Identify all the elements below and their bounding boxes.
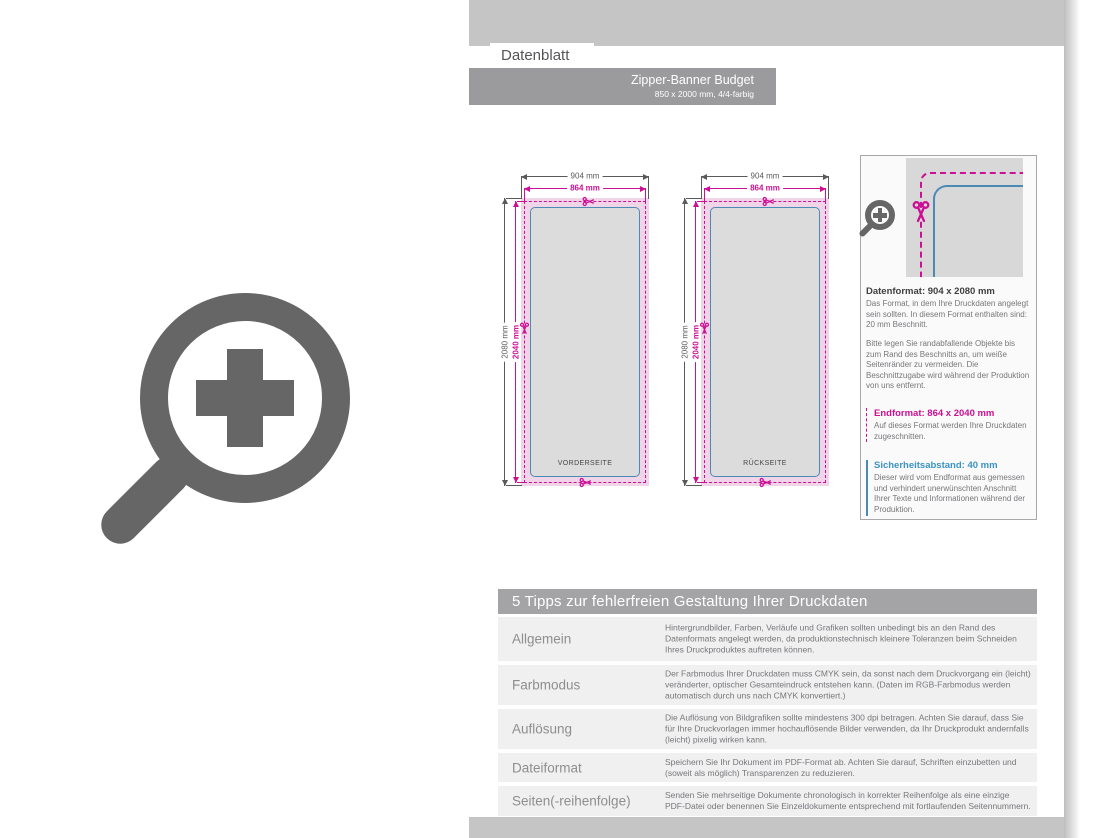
dimension-height-inner: 2040 mm (695, 201, 696, 483)
tip-text: Senden Sie mehrseitige Dokumente chronologisch in korrekter Reihenfolge als eine einzige PDF-Datei oder benennen Sie Einzeldokumente entsprechend mit fortlaufenden Seitennummern. (665, 789, 1031, 811)
tip-text: Die Auflösung von Bildgrafiken sollte mindestens 300 dpi betragen. Achten Sie darauf, dass Sie für Ihre Druckvorlagen immer hochauflösende Bilder verwenden, da Ihr Druckprodukt andernfalls (leicht) pixelig wirken kann. (665, 712, 1029, 745)
tip-label: Dateiformat (512, 760, 582, 775)
tip-text: Speichern Sie Ihr Dokument im PDF-Format ab. Achten Sie darauf, Schriften einzubetten und (soweit als möglich) Transparenzen zu reduzieren. (665, 756, 1017, 778)
tip-text: Der Farbmodus Ihrer Druckdaten muss CMYK sein, da sonst nach dem Druckvorgang ein (leicht) veränderter, optischer Gesamteindruck entstehen kann. (Daten im RGB-Farbmodus werden automatisch durch uns nach CMYK konvertiert.) (665, 668, 1031, 701)
scissors-icon (759, 476, 772, 489)
tip-row-farbmodus (498, 665, 1037, 705)
dimension-width-outer: 904 mm (521, 176, 649, 177)
tip-label: Farbmodus (512, 677, 581, 693)
corner-detail-image (906, 158, 1023, 277)
scissors-icon (909, 200, 933, 224)
tip-label: Seiten(-reihenfolge) (512, 793, 631, 809)
dimension-height-outer: 2080 mm (504, 198, 505, 486)
sicherheitsabstand-text: Dieser wird vom Endformat aus gemessen und verhindert unerwünschten Anschnitt Ihrer Texte und Informationen während der Produktion. (874, 473, 1026, 515)
datenformat-text-2: Bitte legen Sie randabfallende Objekte bis zum Rand des Beschnitts an, um weiße Seitenränder zu vermeiden. Die Beschnittzugabe wird während der Produktion von uns entfernt. (866, 339, 1030, 391)
datenblatt-label: Datenblatt (490, 43, 594, 68)
tips-header: 5 Tipps zur fehlerfreien Gestaltung Ihrer Druckdaten (498, 589, 1037, 614)
tip-text: Hintergrundbilder, Farben, Verläufe und Grafiken sollten unbedingt bis an den Rand des Datenformats angelegt werden, da produktionstechnisch kleinere Toleranzen beim Schneiden Ihres Druckproduktes auftreten können. (665, 622, 1017, 655)
dimension-width-inner: 864 mm (704, 188, 826, 189)
datenformat-text-1: Das Format, in dem Ihre Druckdaten angelegt sein sollten. In diesem Format enthalten sind: 20 mm Beschnitt. (866, 299, 1029, 330)
datenformat-block (866, 286, 1031, 392)
sicherheitsabstand-heading: Sicherheitsabstand: 40 mm (874, 460, 998, 471)
scissors-icon (762, 195, 775, 208)
side-label-front: VORDERSEITE (557, 460, 613, 467)
tip-row-seitenreihenfolge (498, 786, 1037, 816)
plus-icon (878, 208, 883, 222)
datenformat-heading: Datenformat: 904 x 2080 mm (866, 286, 995, 297)
side-label-back: RÜCKSEITE (743, 460, 787, 467)
dimension-width-inner: 864 mm (524, 188, 646, 189)
zoom-plus-icon-small (865, 200, 895, 230)
endformat-text: Auf dieses Format werden Ihre Druckdaten zugeschnitten. (874, 421, 1027, 441)
tip-label: Auflösung (512, 721, 573, 737)
safety-area (710, 207, 820, 477)
tip-row-dateiformat (498, 753, 1037, 782)
safety-line (933, 185, 1023, 277)
endformat-block (866, 408, 1031, 442)
endformat-heading: Endformat: 864 x 2040 mm (874, 408, 995, 419)
dimension-height-inner: 2040 mm (515, 201, 516, 483)
scissors-icon (698, 322, 711, 335)
dimension-width-outer: 904 mm (701, 176, 829, 177)
dimension-height-outer: 2080 mm (684, 198, 685, 486)
sicherheitsabstand-block (866, 460, 1031, 516)
tip-row-allgemein (498, 617, 1037, 661)
tip-label: Allgemein (512, 631, 572, 647)
product-title: Zipper-Banner Budget (631, 73, 754, 87)
tip-row-aufloesung (498, 709, 1037, 749)
product-subtitle: 850 x 2000 mm, 4/4-farbig (654, 88, 754, 99)
